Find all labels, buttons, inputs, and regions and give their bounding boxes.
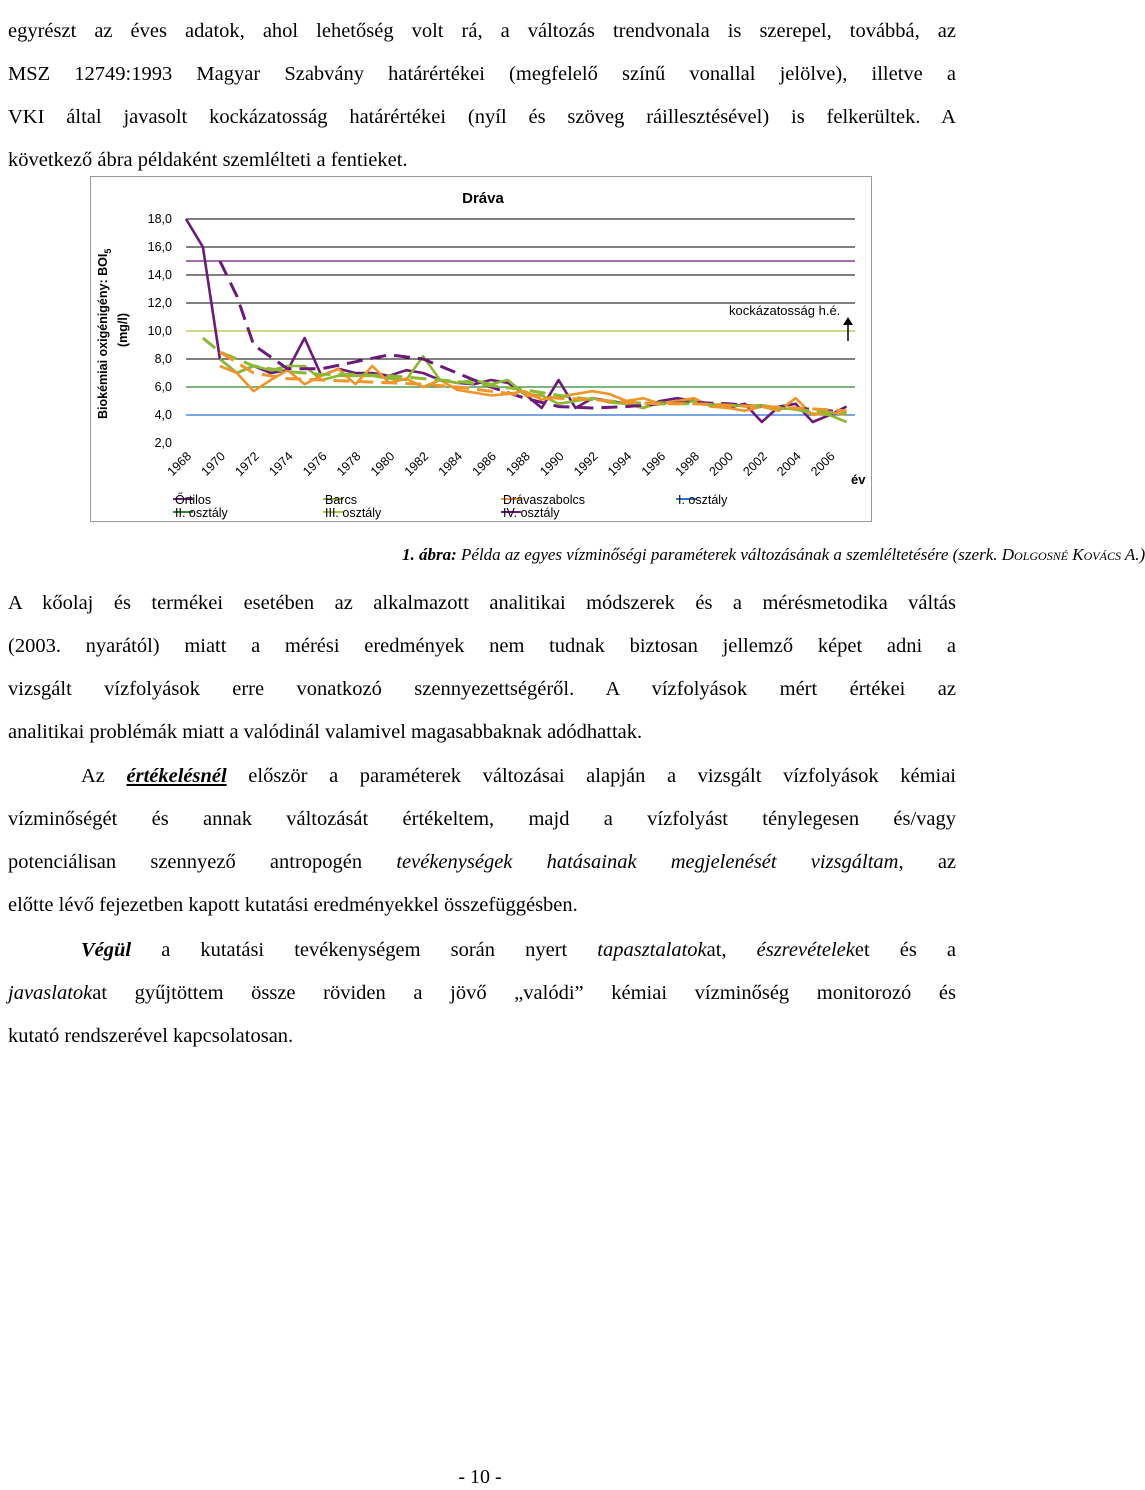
x-tick-label: 1998 (672, 449, 703, 479)
emphasis: értékelésnél (126, 765, 227, 787)
legend-item: IV. osztály (503, 506, 560, 520)
caption-author: Dolgosné Kovács A. (1001, 545, 1140, 564)
y-tick-label: 4,0 (154, 408, 172, 422)
drava-chart (90, 176, 872, 522)
emphasis: javaslatok (8, 982, 93, 1004)
text-line: javaslatokat gyűjtöttem össze röviden a jövő „valódi” kémiai vízminőség monitorozó és (8, 982, 956, 1004)
legend-item: III. osztály (325, 506, 382, 520)
y-tick-label: 6,0 (154, 380, 172, 394)
emphasis: tevékenységek hatásainak megjelenését vizsgáltam (396, 851, 899, 873)
x-tick-label: 1984 (435, 449, 466, 479)
chart-title: Dráva (462, 190, 504, 207)
x-tick-label: 1980 (367, 449, 398, 479)
y-tick-label: 16,0 (147, 240, 172, 254)
x-tick-label: 1976 (300, 449, 330, 479)
text-line: MSZ 12749:1993 Magyar Szabvány határértékei (megfelelő színű vonallal jelölve), illetve a (8, 63, 956, 85)
up-arrow-icon (843, 317, 853, 341)
x-axis-label: év (851, 472, 866, 487)
text-line: VKI által javasolt kockázatosság határértékei (nyíl és szöveg ráillesztésével) is felkerültek. A (8, 106, 956, 128)
y-tick-label: 18,0 (147, 212, 172, 226)
x-tick-label: 1994 (604, 449, 635, 479)
emphasis: Végül (81, 939, 132, 961)
text-line: (2003. nyarától) miatt a mérési eredmények nem tudnak biztosan jellemző képet adni a (8, 635, 956, 657)
y-tick-label: 12,0 (147, 296, 172, 310)
chart-canvas (91, 177, 873, 523)
x-tick-label: 1982 (401, 449, 432, 479)
x-tick-label: 1986 (469, 449, 499, 479)
legend-item: II. osztály (175, 506, 228, 520)
y-axis-label: Biokémiai oxigénigény: $BOI_5$ (96, 248, 113, 419)
x-tick-label: 1972 (232, 449, 262, 479)
y-tick-label: 10,0 (147, 324, 172, 338)
y-tick-label: 8,0 (154, 352, 172, 366)
text-line: vízminőségét és annak változását értékeltem, majd a vízfolyást ténylegesen és/vagy (8, 808, 956, 830)
legend-item: Őrtilos (175, 493, 212, 507)
y-tick-label: 14,0 (147, 268, 172, 282)
intro-paragraph (8, 10, 956, 182)
legend-item: Drávaszabolcs (503, 493, 585, 507)
legend-item: I. osztály (678, 493, 728, 507)
caption-number: 1. ábra: (402, 545, 457, 564)
caption-text: Példa az egyes vízminőségi paraméterek változásának a szemléltetésére (szerk. (456, 545, 1002, 564)
text-line: Az értékelésnél először a paraméterek változásai alapján a vizsgált vízfolyások kémiai (81, 765, 956, 787)
risk-threshold-annotation: kockázatosság h.é. (729, 303, 841, 318)
x-tick-label: 1996 (638, 449, 669, 479)
x-tick-label: 2006 (808, 449, 838, 479)
x-tick-label: 1974 (266, 449, 296, 479)
text-line: előtte lévő fejezetben kapott kutatási eredményekkel összefüggésben. (8, 894, 578, 916)
x-tick-label: 1968 (164, 449, 195, 479)
figure-caption: 1. ábra: Példa az egyes vízminőségi paraméterek változásának a szemléltetésére (szerk. Dolgosné Kovács A.) (402, 545, 1145, 564)
paragraph-analytics (8, 582, 956, 754)
text-line: potenciálisan szennyező antropogén tevékenységek hatásainak megjelenését vizsgáltam, az (8, 851, 957, 873)
text-line: analitikai problémák miatt a valódinál valamivel magasabbaknak adódhattak. (8, 721, 643, 743)
page-number: - 10 - (458, 1466, 502, 1488)
y-tick-label: 2,0 (154, 436, 172, 450)
legend-item: Barcs (325, 493, 357, 507)
text-line: egyrészt az éves adatok, ahol lehetőség volt rá, a változás trendvonala is szerepel, továbbá, az (8, 20, 956, 42)
x-tick-label: 1992 (571, 449, 601, 479)
x-tick-label: 1990 (537, 449, 567, 479)
text-line: kutató rendszerével kapcsolatosan. (8, 1025, 294, 1047)
paragraph-evaluation (8, 755, 956, 927)
y-axis-unit: (mg/l) (116, 312, 130, 347)
trend-line (220, 261, 847, 412)
x-tick-label: 1988 (503, 449, 533, 479)
text-line: Végül a kutatási tevékenységem során nyert tapasztalatokat, észrevételeket és a (81, 939, 956, 961)
x-tick-label: 2004 (774, 449, 804, 479)
text-line: A kőolaj és termékei esetében az alkalmazott analitikai módszerek és a mérésmetodika váltás (8, 592, 956, 614)
text-line: következő ábra példaként szemlélteti a fentieket. (8, 149, 408, 171)
x-tick-label: 2000 (706, 449, 737, 479)
paragraph-conclusion (8, 929, 956, 1058)
text-line: vizsgált vízfolyások erre vonatkozó szennyezettségéről. A vízfolyások mért értékei az (8, 678, 956, 700)
x-tick-label: 1978 (333, 449, 364, 479)
x-tick-label: 2002 (740, 449, 770, 479)
x-tick-label: 1970 (198, 449, 228, 479)
